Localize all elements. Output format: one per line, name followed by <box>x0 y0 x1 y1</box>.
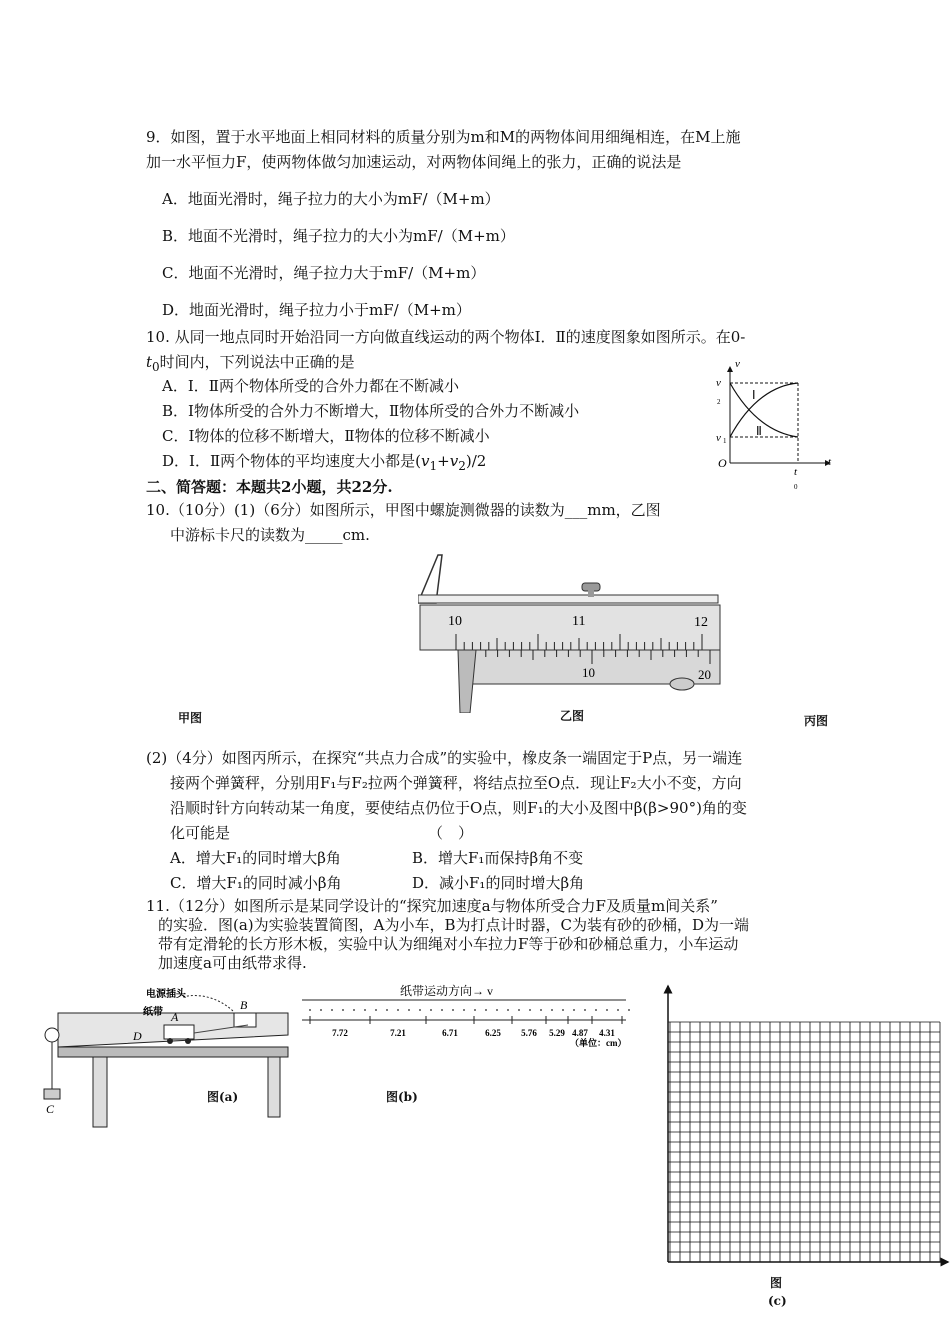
tape-dot <box>331 1009 333 1011</box>
tape-dot <box>463 1009 465 1011</box>
origin-label: O <box>718 456 727 470</box>
table-leg-right <box>268 1057 280 1117</box>
v2-subscript: 2 <box>717 398 721 406</box>
tape-dot <box>540 1009 542 1011</box>
fig-c-caption-1: 图 <box>770 1276 783 1290</box>
tape-direction: 纸带运动方向→ v <box>400 984 494 998</box>
plug-label: 电源插头 <box>146 989 186 1000</box>
tape-dot <box>518 1009 520 1011</box>
q10b2-line1: (2)（4分）如图丙所示，在探究“共点力合成”的实验中，橡皮条一端固定于P点，另一端连 <box>146 749 743 767</box>
q10b2-option-a: A．增大F₁的同时增大β角 <box>170 849 341 867</box>
tape-dot <box>408 1009 410 1011</box>
tape-dot <box>386 1009 388 1011</box>
apparatus-figure <box>38 985 298 1130</box>
q11-line3: 带有定滑轮的长方形木板，实验中认为细绳对小车拉力F等于砂和砂桶总重力，小车运动 <box>158 935 739 953</box>
tape-unit: （单位：cm） <box>570 1038 627 1048</box>
timer <box>234 1013 256 1027</box>
t0-subscript: 0 <box>794 483 798 491</box>
q9-number: 9． <box>146 128 171 146</box>
tape-value: 4.31 <box>599 1028 615 1038</box>
tape-dot <box>507 1009 509 1011</box>
fig-jia-caption: 甲图 <box>178 711 203 725</box>
q9-option-a: A．地面光滑时，绳子拉力的大小为mF/（M+m） <box>162 190 500 208</box>
fig-c-caption-2: (c) <box>768 1294 787 1308</box>
tape-dot <box>485 1009 487 1011</box>
fig-a-caption: 图(a) <box>207 1090 239 1104</box>
tape-value: 6.25 <box>485 1028 501 1038</box>
fig-b-caption: 图(b) <box>386 1090 418 1104</box>
t-axis-label: t <box>828 456 832 468</box>
tape-dot <box>375 1009 377 1011</box>
q9-stem-line2: 加一水平恒力F，使两物体做匀加速运动，对两物体间绳上的张力，正确的说法是 <box>146 153 682 171</box>
tape-marks <box>309 1009 630 1024</box>
velocity-time-graph <box>700 355 840 495</box>
tape-dot <box>628 1009 630 1011</box>
q11-line4: 加速度a可由纸带求得. <box>158 954 307 972</box>
caliper-main-scale <box>420 605 720 650</box>
q9-option-b: B．地面不光滑时，绳子拉力的大小为mF/（M+m） <box>162 227 515 245</box>
curve-two <box>730 383 798 437</box>
curve-two-label: Ⅱ <box>756 424 762 438</box>
tape-dot <box>364 1009 366 1011</box>
tape-dot <box>474 1009 476 1011</box>
tape-dot <box>584 1009 586 1011</box>
fig-bing-caption: 丙图 <box>804 714 829 728</box>
tape-dot <box>573 1009 575 1011</box>
caliper-top-bar <box>418 595 718 603</box>
vernier-20: 20 <box>698 667 711 682</box>
q10-option-a: A．Ⅰ．Ⅱ两个物体所受的合外力都在不断减小 <box>162 377 459 395</box>
q10-option-c: C．Ⅰ物体的位移不断增大，Ⅱ物体的位移不断减小 <box>162 427 490 445</box>
main-scale-12: 12 <box>694 615 708 630</box>
label-a: A <box>171 1010 179 1024</box>
q9-option-c: C．地面不光滑时，绳子拉力大于mF/（M+m） <box>162 264 486 282</box>
board-d <box>58 1047 288 1057</box>
main-scale-10: 10 <box>448 614 462 629</box>
v-axis-label: v <box>735 358 740 370</box>
blank-grid-figure <box>650 980 950 1270</box>
tape-dot <box>419 1009 421 1011</box>
v1-subscript: 1 <box>723 437 727 445</box>
section-heading: 二、简答题：本题共2小题，共22分. <box>146 478 393 496</box>
tape-label: 纸带 <box>143 1007 163 1018</box>
pulley <box>45 1028 59 1042</box>
vernier-10: 10 <box>582 665 595 680</box>
tape-dot <box>309 1009 311 1011</box>
tape-value: 5.76 <box>521 1028 537 1038</box>
tape-values <box>332 1028 615 1038</box>
table-leg-left <box>93 1057 107 1127</box>
grid-lines <box>668 1022 940 1262</box>
caliper-thumb-wheel <box>670 678 694 690</box>
tape-dot <box>441 1009 443 1011</box>
tape-value: 7.21 <box>390 1028 406 1038</box>
q10b-stem-line1: 10.（10分）(1)（6分）如图所示，甲图中螺旋测微器的读数为___mm，乙图 <box>146 501 661 519</box>
label-b: B <box>240 998 248 1012</box>
power-cord <box>183 996 233 1011</box>
v1-label: v <box>716 432 721 444</box>
sand-bucket <box>44 1089 60 1099</box>
cart <box>164 1025 194 1039</box>
tape-dot <box>529 1009 531 1011</box>
curve-one <box>730 383 798 437</box>
tape-value: 7.72 <box>332 1028 348 1038</box>
tape-dot <box>562 1009 564 1011</box>
vernier-caliper <box>418 553 728 713</box>
q10b2-option-b: B．增大F₁而保持β角不变 <box>412 849 584 867</box>
tape-dot <box>320 1009 322 1011</box>
tape-dot <box>617 1009 619 1011</box>
q10b2-line4: 化可能是 <box>170 824 231 842</box>
q10-stem-line2: $t_0$时间内，下列说法中正确的是 <box>146 353 355 374</box>
q10b-stem-line2: 中游标卡尺的读数为_____cm. <box>170 526 370 544</box>
tape-dot <box>551 1009 553 1011</box>
label-d: D <box>133 1029 142 1043</box>
tape-dot <box>353 1009 355 1011</box>
q10b2-option-c: C．增大F₁的同时减小β角 <box>170 874 342 892</box>
tape-value: 5.29 <box>549 1028 565 1038</box>
label-c: C <box>46 1102 55 1116</box>
q10b2-line2: 接两个弹簧秤，分别用F₁与F₂拉两个弹簧秤，将结点拉至O点．现让F₂大小不变，方向 <box>170 774 742 792</box>
tape-value: 6.71 <box>442 1028 458 1038</box>
q9-stem-line1: 如图，置于水平地面上相同材料的质量分别为m和M的两物体间用细绳相连，在M上施 <box>170 128 741 146</box>
q10-option-d: D．Ⅰ．Ⅱ两个物体的平均速度大小都是$(v_1+v_2)/2$ <box>162 452 487 473</box>
answer-paren: （ ） <box>428 824 474 842</box>
tape-dot <box>496 1009 498 1011</box>
q10b2-line3: 沿顺时针方向转动某一角度，要使结点仍位于O点，则F₁的大小及图中β(β>90°)角的变 <box>170 799 747 817</box>
paper-tape-figure <box>300 980 632 1060</box>
tape-dot <box>595 1009 597 1011</box>
tape-dot <box>606 1009 608 1011</box>
fig-yi-caption: 乙图 <box>560 709 585 723</box>
tape-dot <box>430 1009 432 1011</box>
v2-label: v <box>716 377 721 389</box>
q11-line2: 的实验．图(a)为实验装置简图，A为小车，B为打点计时器，C为装有砂的砂桶，D为一端 <box>158 916 750 934</box>
tape-value: 4.87 <box>572 1028 588 1038</box>
t0-label: t <box>794 466 798 478</box>
tape-dot <box>452 1009 454 1011</box>
q9-option-d: D．地面光滑时，绳子拉力小于mF/（M+m） <box>162 301 471 319</box>
tape-dot <box>342 1009 344 1011</box>
q11-line1: 11.（12分）如图所示是某同学设计的“探究加速度a与物体所受合力F及质量m间关系” <box>146 897 718 915</box>
caliper-jaw-bottom <box>458 650 476 713</box>
main-scale-11: 11 <box>572 614 586 629</box>
tape-dot <box>397 1009 399 1011</box>
q10b2-option-d: D．减小F₁的同时增大β角 <box>412 874 585 892</box>
curve-one-label: Ⅰ <box>752 388 756 402</box>
q10-stem-line1: 10. 从同一地点同时开始沿同一方向做直线运动的两个物体Ⅰ．Ⅱ的速度图象如图所示。在0- <box>146 328 746 346</box>
caliper-screw-stem <box>588 589 594 597</box>
q10-option-b: B．Ⅰ物体所受的合外力不断增大，Ⅱ物体所受的合外力不断减小 <box>162 402 580 420</box>
